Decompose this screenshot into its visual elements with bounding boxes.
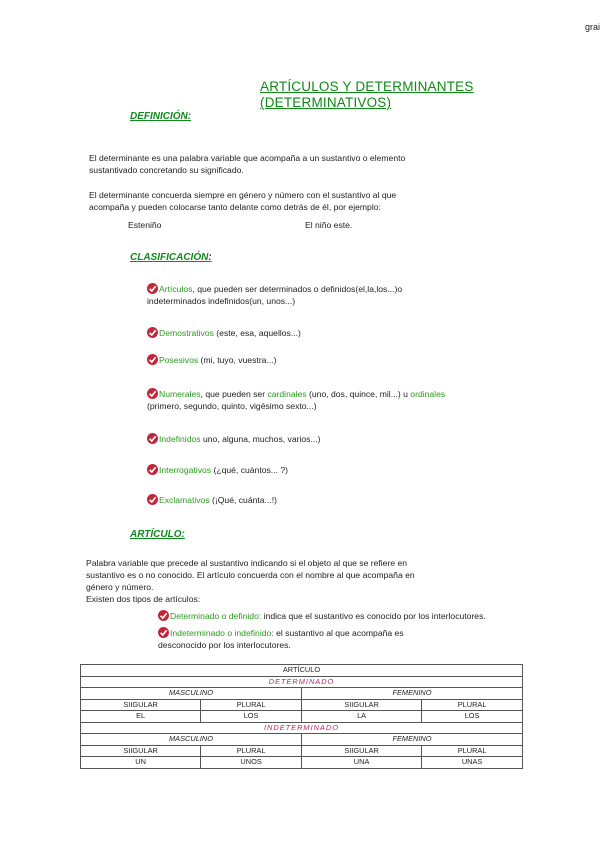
- text-line: género y número.: [86, 582, 154, 592]
- example-1: Esteniño: [128, 220, 162, 230]
- item-text: (este, esa, aquellos...): [213, 328, 301, 338]
- table-section-label: INDETERMINADO: [81, 722, 523, 734]
- item-text: (uno, dos, quince, mil...) u: [306, 389, 411, 399]
- table-cell: LOS: [422, 711, 523, 723]
- table-cell: UNA: [301, 757, 421, 769]
- table-col-header: SIIGULAR: [301, 745, 421, 757]
- table-cell: LOS: [201, 711, 302, 723]
- table-cell: LA: [301, 711, 421, 723]
- table-col-header: SIIGULAR: [81, 699, 201, 711]
- item-text-line-2: (primero, segundo, quinto, vigésimo sexto...): [147, 401, 317, 411]
- item-term-cardinales: cardinales: [267, 389, 307, 399]
- check-icon: [147, 354, 158, 365]
- item-term: Exclamativos: [159, 495, 210, 505]
- list-item-articulos: [147, 283, 402, 307]
- table-cell: UN: [81, 757, 201, 769]
- item-term: Demostrativos: [159, 328, 214, 338]
- item-term: Posesivos: [159, 355, 199, 365]
- item-term: Artículos: [159, 284, 193, 294]
- item-text: (mi, tuyo, vuestra...): [198, 355, 277, 365]
- type-text: el sustantivo al que acompaña es: [273, 628, 404, 638]
- text-line: Existen dos tipos de artículos:: [86, 594, 201, 604]
- check-icon: [147, 464, 158, 475]
- clasificacion-heading: [130, 252, 212, 263]
- articulo-heading: ARTÍCULO:: [130, 529, 185, 540]
- type-text-line-2: desconocido por los interlocutores.: [158, 640, 291, 650]
- check-icon: [147, 388, 158, 399]
- table-gender-header: FEMENINO: [301, 734, 522, 746]
- table-col-header: PLURAL: [422, 745, 523, 757]
- list-item-indefinidos: [147, 433, 320, 445]
- check-icon: [147, 283, 158, 294]
- check-icon: [158, 610, 169, 621]
- list-item-posesivos: [147, 354, 277, 366]
- definicion-paragraph-2: [89, 189, 396, 213]
- item-term: Numerales: [159, 389, 201, 399]
- title-line-2: (DETERMINATIVOS): [260, 95, 392, 110]
- table-cell: EL: [81, 711, 201, 723]
- text-line: Palabra variable que precede al sustantivo indicando si el objeto al que se refiere en: [86, 558, 408, 568]
- table-title: ARTÍCULO: [81, 665, 523, 677]
- table-col-header: SIIGULAR: [301, 699, 421, 711]
- list-item-exclamativos: [147, 494, 277, 506]
- text-line: sustantivo es o no conocido. El artículo concuerda con el nombre al que acompaña en: [86, 570, 415, 580]
- item-term-ordinales: ordinales: [410, 389, 446, 399]
- check-icon: [147, 433, 158, 444]
- table-col-header: PLURAL: [201, 699, 302, 711]
- articulo-type-determinado: [158, 610, 486, 622]
- articulo-table: [80, 664, 523, 769]
- type-term: Determinado o definido:: [170, 611, 262, 621]
- text-line: sustantivado concretando su significado.: [89, 165, 244, 175]
- item-text: uno, alguna, muchos, varios...): [200, 434, 321, 444]
- item-text: (¡Qué, cuánta...!): [209, 495, 277, 505]
- clasificacion-heading-text: CLASIFICACIÓN: [130, 252, 209, 263]
- check-icon: [158, 627, 169, 638]
- table-gender-header: FEMENINO: [301, 688, 522, 700]
- example-2: El niño este.: [305, 220, 353, 230]
- table-cell: UNAS: [422, 757, 523, 769]
- definicion-heading: DEFINICIÓN:: [130, 111, 192, 122]
- table-col-header: PLURAL: [201, 745, 302, 757]
- text-line: acompaña y pueden colocarse tanto delante como detrás de él, por ejemplo:: [89, 202, 381, 212]
- title-line-1: ARTÍCULOS Y DETERMINANTES: [260, 79, 474, 94]
- item-text: , que pueden ser determinados o definidos(el,la,los...)o: [192, 284, 403, 294]
- corner-text: grai: [584, 22, 600, 32]
- table-gender-header: MASCULINO: [81, 734, 302, 746]
- type-text: indica que el sustantivo es conocido por los interlocutores.: [261, 611, 486, 621]
- text-line: El determinante es una palabra variable que acompaña a un sustantivo o elemento: [89, 153, 406, 163]
- list-item-interrogativos: [147, 464, 288, 476]
- clasificacion-heading-colon: :: [208, 252, 212, 263]
- table-col-header: SIIGULAR: [81, 745, 201, 757]
- text-line: El determinante concuerda siempre en género y número con el sustantivo al que: [89, 190, 397, 200]
- articulo-paragraph: [86, 557, 533, 605]
- item-term: Interrogativos: [159, 465, 212, 475]
- check-icon: [147, 494, 158, 505]
- table-col-header: PLURAL: [422, 699, 523, 711]
- list-item-numerales: [147, 388, 445, 412]
- table-section-label: DETERMINADO: [81, 676, 523, 688]
- definicion-paragraph-1: [89, 152, 405, 176]
- type-term: Indeterminado o indefinido:: [170, 628, 274, 638]
- table-gender-header: MASCULINO: [81, 688, 302, 700]
- check-icon: [147, 327, 158, 338]
- item-text: (¿qué, cuántos... ?): [211, 465, 288, 475]
- page-title: [260, 79, 474, 111]
- item-term: Indefinidos: [159, 434, 201, 444]
- item-text-line-2: indeterminados indefinidos(un, unos...): [147, 296, 296, 306]
- item-text: , que pueden ser: [200, 389, 268, 399]
- list-item-demostrativos: [147, 327, 301, 339]
- table-cell: UNOS: [201, 757, 302, 769]
- articulo-type-indeterminado: [158, 627, 404, 651]
